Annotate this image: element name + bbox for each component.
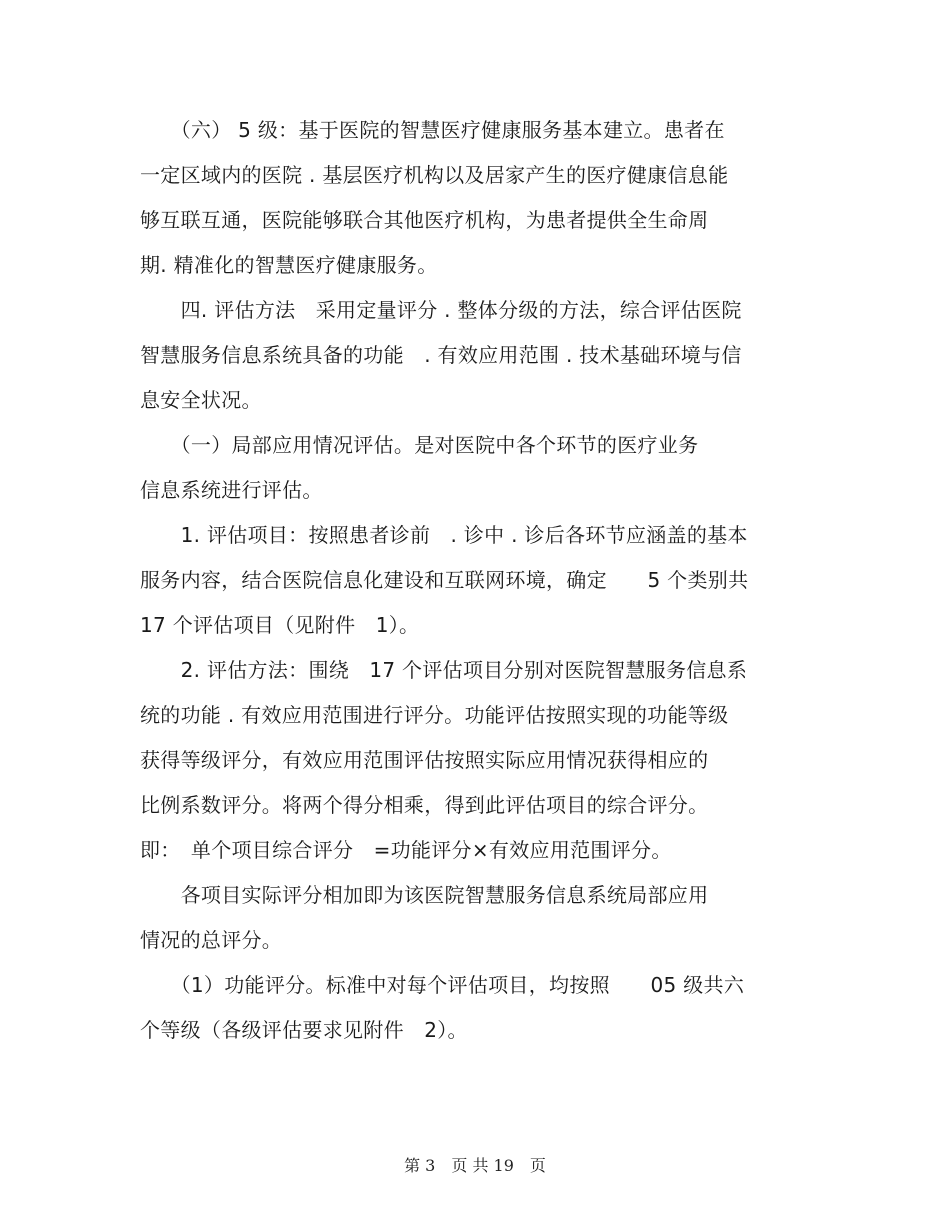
- text-line-20: （1）功能评分。标准中对每个评估项目，均按照 05 级共六: [140, 973, 745, 997]
- text-line-18: 各项目实际评分相加即为该医院智慧服务信息系统局部应用: [140, 883, 709, 907]
- text-line-7: 息安全状况。: [140, 388, 262, 412]
- text-line-11: 服务内容，结合医院信息化建设和互联网环境，确定 5 个类别共: [140, 568, 749, 592]
- text-line-4: 期. 精准化的智慧医疗健康服务。: [140, 253, 438, 277]
- text-line-2: 一定区域内的医院 . 基层医疗机构以及居家产生的医疗健康信息能: [140, 163, 729, 187]
- text-line-9: 信息系统进行评估。: [140, 478, 323, 502]
- text-line-8: （一）局部应用情况评估。是对医院中各个环节的医疗业务: [140, 433, 699, 457]
- text-line-1: （六） 5 级：基于医院的智慧医疗健康服务基本建立。患者在: [140, 118, 725, 142]
- text-line-17: 即： 单个项目综合评分 =功能评分×有效应用范围评分。: [140, 838, 672, 862]
- text-line-19: 情况的总评分。: [140, 928, 283, 952]
- text-line-16: 比例系数评分。将两个得分相乘，得到此评估项目的综合评分。: [140, 793, 709, 817]
- page-footer: 第 3 页 共 19 页: [404, 1156, 546, 1175]
- text-line-14: 统的功能 . 有效应用范围进行评分。功能评估按照实现的功能等级: [140, 703, 729, 727]
- text-line-21: 个等级（各级评估要求见附件 2）。: [140, 1018, 468, 1042]
- text-line-3: 够互联互通，医院能够联合其他医疗机构，为患者提供全生命周: [140, 208, 709, 232]
- text-line-6: 智慧服务信息系统具备的功能 . 有效应用范围 . 技术基础环境与信: [140, 343, 742, 367]
- text-line-15: 获得等级评分，有效应用范围评估按照实际应用情况获得相应的: [140, 748, 709, 772]
- text-line-10: 1. 评估项目：按照患者诊前 . 诊中 . 诊后各环节应涵盖的基本: [140, 523, 748, 547]
- text-line-12: 17 个评估项目（见附件 1）。: [140, 613, 420, 637]
- text-line-5: 四. 评估方法 采用定量评分 . 整体分级的方法，综合评估医院: [140, 298, 742, 322]
- text-line-13: 2. 评估方法：围绕 17 个评估项目分别对医院智慧服务信息系: [140, 658, 748, 682]
